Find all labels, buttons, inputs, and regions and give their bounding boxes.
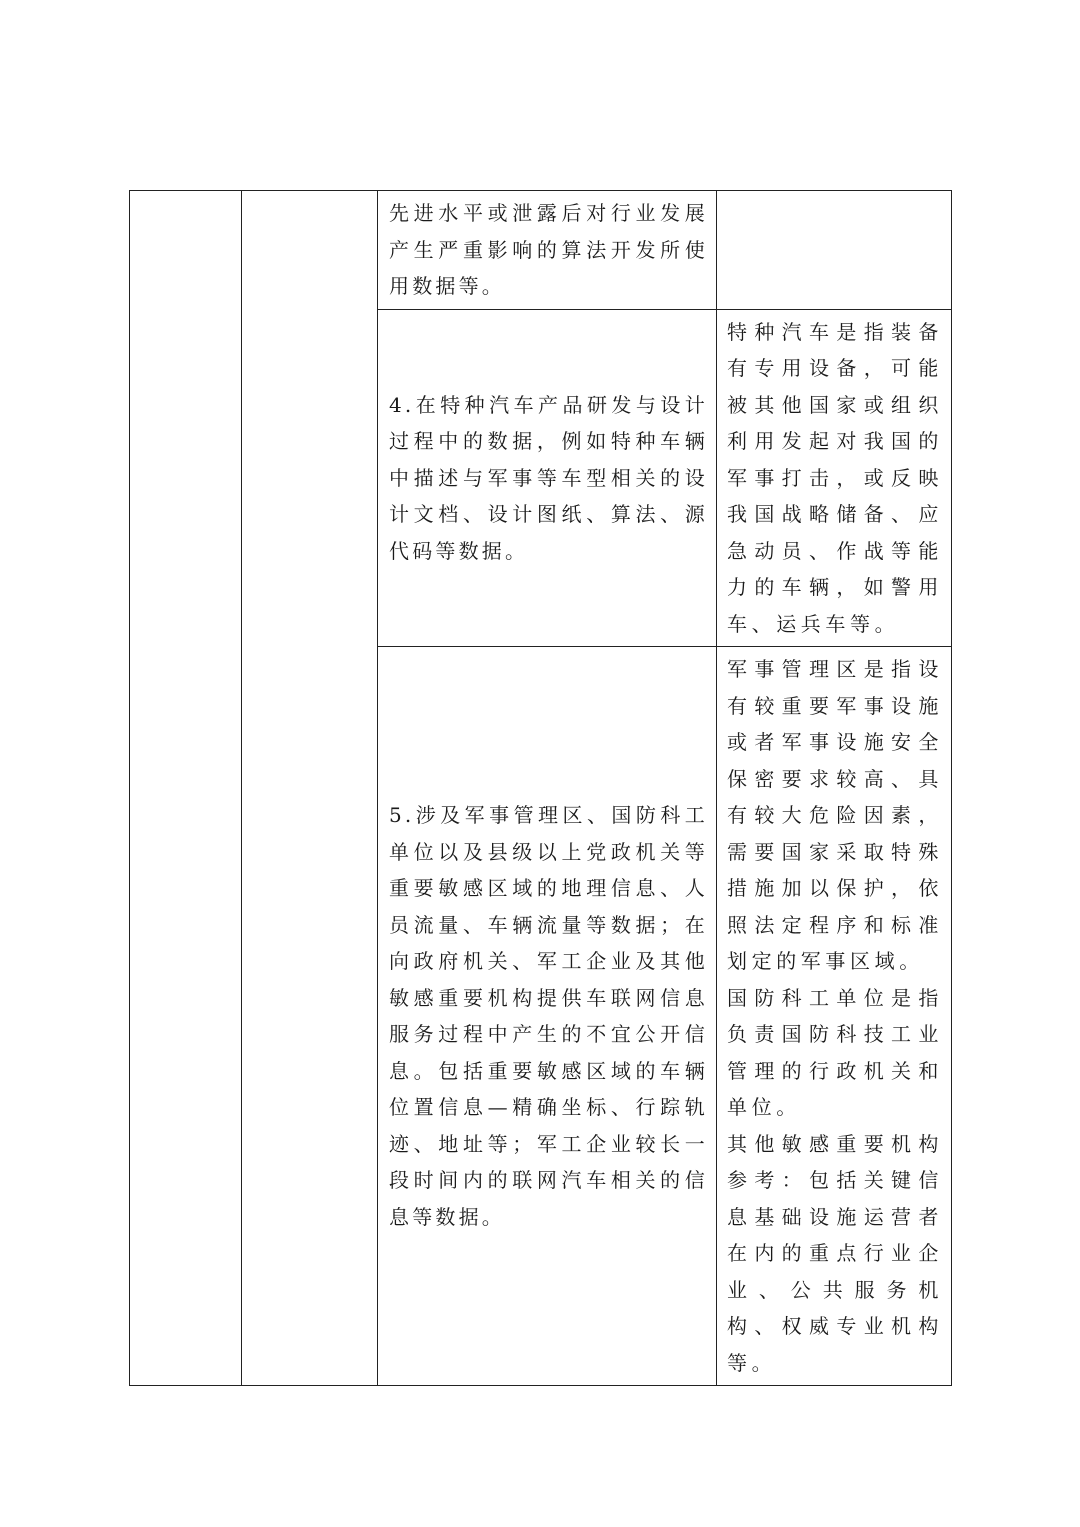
table-row [130,191,952,310]
note-cell [717,647,952,1386]
data-classification-table [129,190,952,1386]
subcategory-cell [242,191,378,1386]
note-text [717,647,951,1385]
data-description-text: 5.涉及军事管理区、国防科工单位以及县级以上党政机关等重要敏感区域的地理信息、人员流量、车辆流量等数据；在向政府机关、军工企业及其他敏感重要机构提供车联网信息服务过程中产生的不宜公开信息。包括重要敏感区域的车辆位置信息—精确坐标、行踪轨迹、地址等；军工企业较长一段时间内的联网汽车相关的信息等数据。 [389,803,708,1229]
data-description-text: 4.在特种汽车产品研发与设计过程中的数据，例如特种车辆中描述与军事等车型相关的设计文档、设计图纸、算法、源代码等数据。 [389,392,708,563]
data-description-cell [378,191,717,310]
note-paragraph: 国防科工单位是指负责国防科技工业管理的行政机关和单位。 [727,985,943,1119]
data-description-text: 先进水平或泄露后对行业发展产生严重影响的算法开发所使用数据等。 [389,201,708,298]
note-cell [717,191,952,310]
data-description-cell [378,309,717,647]
note-cell [717,309,952,647]
category-cell [130,191,242,1386]
note-paragraph: 其他敏感重要机构参考：包括关键信息基础设施运营者在内的重点行业企业、公共服务机构、权威专业机构等。 [727,1131,943,1375]
note-paragraph: 军事管理区是指设有较重要军事设施或者军事设施安全保密要求较高、具有较大危险因素，需要国家采取特殊措施加以保护，依照法定程序和标准划定的军事区域。 [727,657,943,973]
note-paragraph: 特种汽车是指装备有专用设备，可能被其他国家或组织利用发起对我国的军事打击，或反映我国战略储备、应急动员、作战等能力的车辆，如警用车、运兵车等。 [727,319,943,636]
data-description-cell [378,647,717,1386]
note-text [717,310,951,647]
